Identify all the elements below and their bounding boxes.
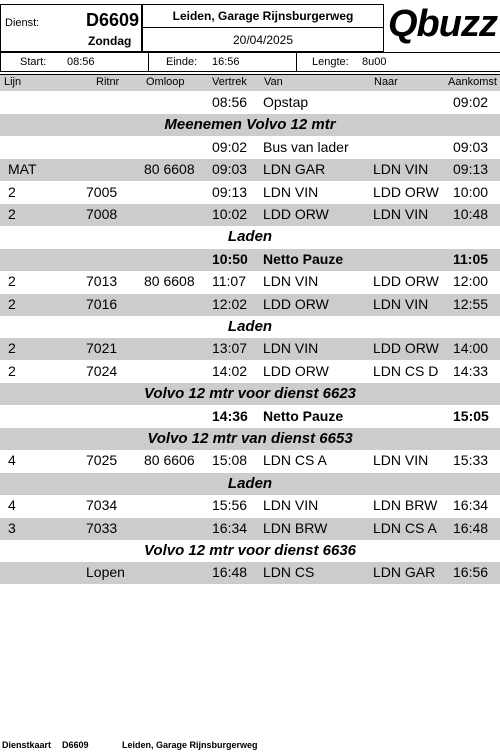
cell-lijn: 2 bbox=[8, 206, 16, 222]
cell-van: LDD ORW bbox=[263, 362, 329, 379]
cell-lijn: 4 bbox=[8, 497, 16, 514]
cell-vertrek: 09:02 bbox=[212, 138, 248, 155]
pause-label: Netto Pauze bbox=[263, 250, 344, 267]
cell-ritnr: 7033 bbox=[86, 519, 118, 536]
cell-ritnr: 7025 bbox=[86, 452, 118, 469]
cell-van: LDN BRW bbox=[263, 519, 328, 536]
cell-vertrek: 09:13 bbox=[212, 183, 248, 200]
cell-aankomst: 16:34 bbox=[453, 497, 489, 514]
cell-vertrek: 15:08 bbox=[212, 452, 248, 469]
cell-van: LDN VIN bbox=[263, 340, 319, 357]
cell-naar: LDN BRW bbox=[373, 497, 438, 514]
trip-row bbox=[0, 338, 500, 360]
trip-row bbox=[0, 182, 500, 204]
times-divider-1 bbox=[148, 52, 149, 72]
cell-naar: LDN VIN bbox=[373, 206, 429, 222]
trip-row bbox=[0, 495, 500, 517]
col-ritnr: Ritnr bbox=[96, 76, 120, 88]
cell-naar: LDN CS A bbox=[373, 519, 437, 536]
col-vertrek: Vertrek bbox=[212, 76, 247, 88]
section-label: Volvo 12 mtr voor dienst 6623 bbox=[0, 383, 500, 405]
lengte-label: Lengte: bbox=[312, 56, 349, 68]
footer-location: Leiden, Garage Rijnsburgerweg bbox=[122, 740, 258, 750]
cell-ritnr: 7034 bbox=[86, 497, 118, 514]
trip-row bbox=[0, 450, 500, 472]
start-value: 08:56 bbox=[67, 56, 95, 68]
cell-aankomst: 16:48 bbox=[453, 519, 489, 536]
section-label: Laden bbox=[0, 473, 500, 495]
cell-vertrek: 15:56 bbox=[212, 497, 248, 514]
cell-vertrek: 12:02 bbox=[212, 295, 248, 312]
cell-van: LDN VIN bbox=[263, 183, 319, 200]
cell-ritnr: 7005 bbox=[86, 183, 118, 200]
section-label: Meenemen Volvo 12 mtr bbox=[0, 114, 500, 136]
einde-label: Einde: bbox=[166, 56, 198, 68]
cell-lijn: 2 bbox=[8, 183, 16, 200]
cell-vertrek: 13:07 bbox=[212, 340, 248, 357]
cell-aankomst: 15:33 bbox=[453, 452, 489, 469]
trip-row bbox=[0, 137, 500, 159]
header-location: Leiden, Garage Rijnsburgerweg bbox=[172, 9, 354, 23]
pause-end: 11:05 bbox=[453, 250, 489, 267]
cell-aankomst: 09:02 bbox=[453, 94, 489, 110]
cell-aankomst: 14:00 bbox=[453, 340, 489, 357]
cell-van: LDN VIN bbox=[263, 497, 319, 514]
cell-van: LDN GAR bbox=[263, 161, 326, 178]
dienst-code: D6609 bbox=[86, 10, 140, 30]
cell-aankomst: 14:33 bbox=[453, 362, 489, 379]
cell-aankomst: 09:03 bbox=[453, 138, 489, 155]
trip-row bbox=[0, 159, 500, 181]
cell-ritnr: 7021 bbox=[86, 340, 118, 357]
pause-end: 15:05 bbox=[453, 407, 489, 424]
trip-row bbox=[0, 204, 500, 226]
col-lijn: Lijn bbox=[4, 76, 22, 88]
pause-label: Netto Pauze bbox=[263, 407, 344, 424]
col-naar: Naar bbox=[374, 76, 398, 88]
cell-lijn: 2 bbox=[8, 273, 16, 290]
times-divider-2 bbox=[296, 52, 297, 72]
cell-naar: LDN VIN bbox=[373, 452, 429, 469]
trip-row bbox=[0, 271, 500, 293]
trip-row bbox=[0, 92, 500, 114]
trip-row bbox=[0, 562, 500, 584]
cell-aankomst: 10:48 bbox=[453, 206, 489, 222]
section-label: Volvo 12 mtr voor dienst 6636 bbox=[143, 542, 357, 559]
cell-naar: LDN CS D bbox=[373, 362, 439, 379]
cell-van: LDN CS A bbox=[263, 452, 327, 469]
cell-omloop: 80 6606 bbox=[144, 452, 195, 469]
cell-naar: LDN VIN bbox=[373, 161, 429, 178]
cell-vertrek: 11:07 bbox=[212, 273, 246, 290]
cell-vertrek: 08:56 bbox=[212, 94, 248, 110]
cell-lijn: 4 bbox=[8, 452, 16, 469]
cell-van: LDD ORW bbox=[263, 206, 329, 222]
pause-row bbox=[0, 249, 500, 271]
cell-ritnr: Lopen bbox=[86, 564, 125, 581]
cell-naar: LDN VIN bbox=[373, 295, 429, 312]
col-omloop: Omloop bbox=[146, 76, 185, 88]
cell-ritnr: 7008 bbox=[86, 206, 118, 222]
cell-lijn: 2 bbox=[8, 362, 16, 379]
cell-vertrek: 16:34 bbox=[212, 519, 248, 536]
col-aankomst: Aankomst bbox=[448, 76, 497, 88]
cell-vertrek: 10:02 bbox=[212, 206, 248, 222]
footer-code: D6609 bbox=[62, 740, 89, 750]
footer-label: Dienstkaart bbox=[2, 740, 52, 750]
header-date: 20/04/2025 bbox=[232, 33, 294, 47]
qbuzz-logo: Qbuzz bbox=[388, 3, 497, 45]
lengte-value: 8u00 bbox=[362, 56, 387, 68]
cell-aankomst: 09:13 bbox=[453, 161, 489, 178]
cell-aankomst: 16:56 bbox=[453, 564, 489, 581]
cell-ritnr: 7013 bbox=[86, 273, 118, 290]
cell-vertrek: 14:02 bbox=[212, 362, 248, 379]
dienst-day: Zondag bbox=[88, 34, 132, 48]
section-label: Laden bbox=[227, 228, 273, 246]
col-van: Van bbox=[264, 76, 283, 88]
trip-row bbox=[0, 361, 500, 383]
start-label: Start: bbox=[20, 56, 47, 68]
cell-van: LDD ORW bbox=[263, 295, 329, 312]
cell-lijn: MAT bbox=[8, 161, 37, 178]
cell-van: Opstap bbox=[263, 94, 309, 110]
trip-row bbox=[0, 294, 500, 316]
trip-row bbox=[0, 518, 500, 540]
cell-ritnr: 7024 bbox=[86, 362, 118, 379]
pause-row bbox=[0, 406, 500, 428]
cell-omloop: 80 6608 bbox=[144, 161, 195, 178]
cell-naar: LDN GAR bbox=[373, 564, 436, 581]
cell-lijn: 2 bbox=[8, 340, 16, 357]
cell-naar: LDD ORW bbox=[373, 340, 439, 357]
cell-aankomst: 10:00 bbox=[453, 183, 489, 200]
section-label: Laden bbox=[227, 318, 273, 335]
cell-vertrek: 09:03 bbox=[212, 161, 248, 178]
cell-naar: LDD ORW bbox=[373, 273, 439, 290]
cell-van: Bus van lader bbox=[263, 138, 349, 155]
cell-aankomst: 12:55 bbox=[453, 295, 489, 312]
cell-aankomst: 12:00 bbox=[453, 273, 489, 290]
cell-ritnr: 7016 bbox=[86, 295, 118, 312]
cell-naar: LDD ORW bbox=[373, 183, 439, 200]
cell-van: LDN VIN bbox=[263, 273, 319, 290]
dienst-label: Dienst: bbox=[5, 17, 40, 29]
cell-lijn: 3 bbox=[8, 519, 16, 536]
cell-vertrek: 16:48 bbox=[212, 564, 248, 581]
cell-van: LDN CS bbox=[263, 564, 315, 581]
cell-lijn: 2 bbox=[8, 295, 16, 312]
cell-omloop: 80 6608 bbox=[144, 273, 195, 290]
column-header-row bbox=[0, 74, 500, 91]
pause-start: 10:50 bbox=[212, 250, 248, 267]
einde-value: 16:56 bbox=[212, 56, 240, 68]
section-label: Volvo 12 mtr van dienst 6653 bbox=[0, 428, 500, 450]
pause-start: 14:36 bbox=[212, 407, 248, 424]
